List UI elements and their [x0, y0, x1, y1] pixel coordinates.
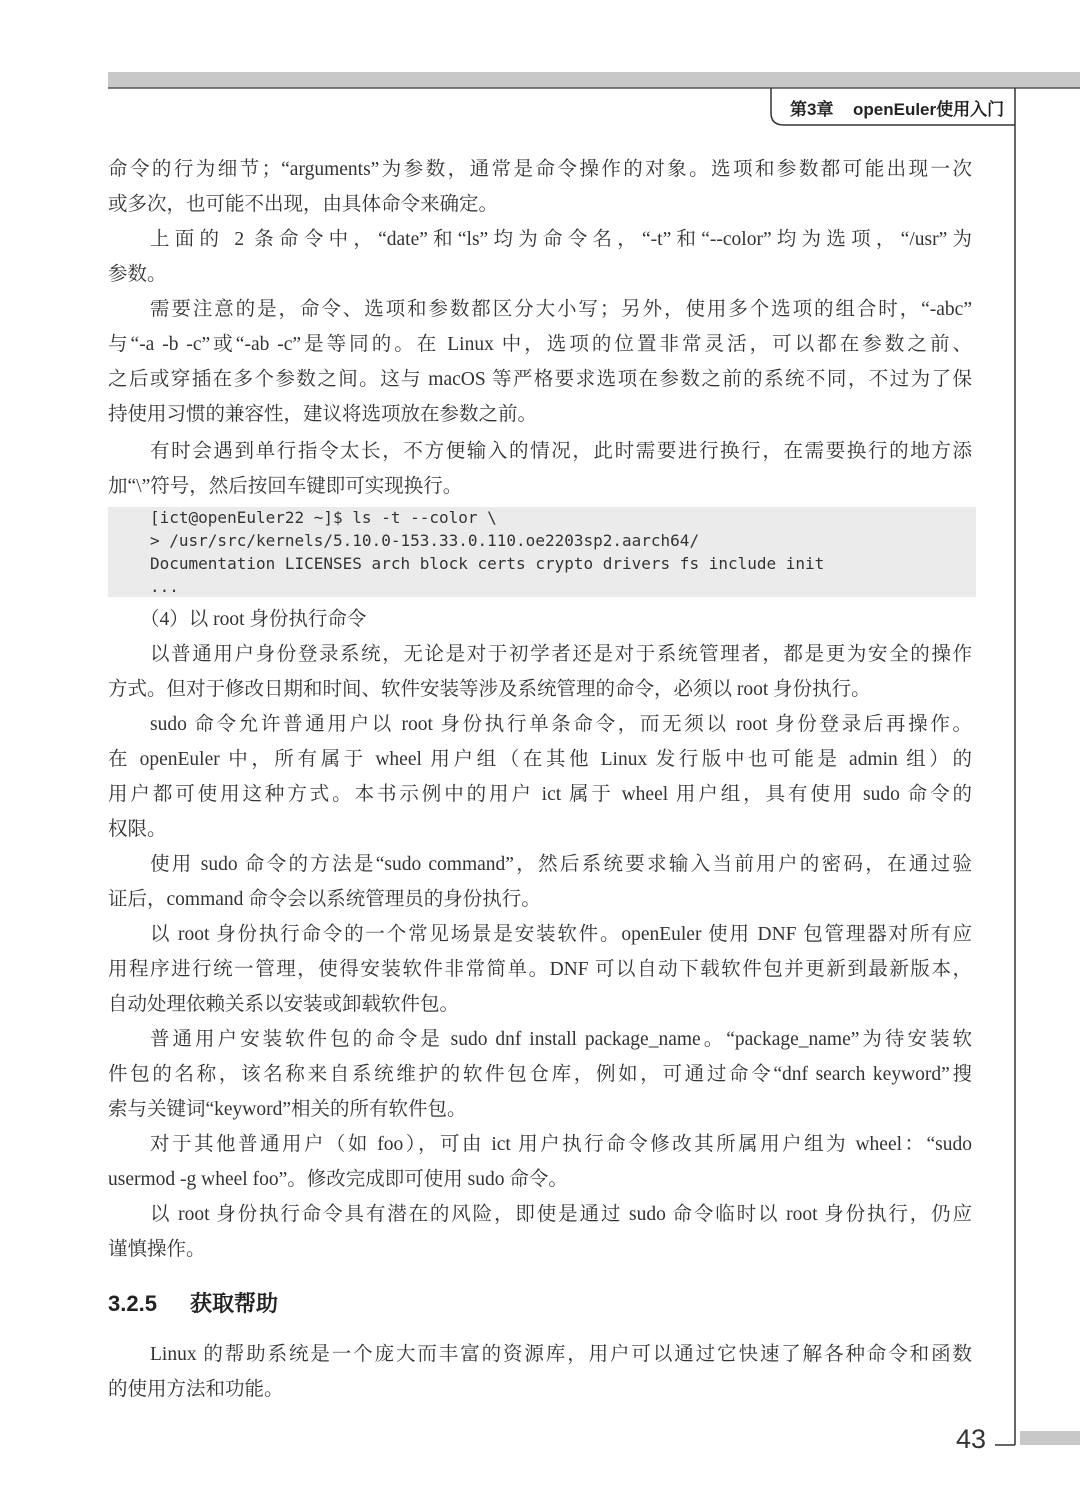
text-line: 件包的名称，该名称来自系统维护的软件包仓库，例如，可通过命令“dnf search keyword”搜: [108, 1064, 972, 1085]
text-line: 加“\”符号，然后按回车键即可实现换行。: [108, 476, 463, 497]
text-line: 谨慎操作。: [108, 1239, 206, 1260]
code-line: ...: [150, 577, 179, 596]
code-line: [ict@openEuler22 ~]$ ls -t --color \: [150, 508, 497, 527]
text-line: sudo 命令允许普通用户以 root 身份执行单条命令，而无须以 root 身份登录后再操作。: [150, 714, 972, 735]
text-line: 上面的 2 条命令中，“date”和“ls”均为命令名，“-t”和“--color”均为选项，“/usr”为: [150, 229, 972, 250]
text-line: 权限。: [108, 819, 167, 840]
text-line: 方式。但对于修改日期和时间、软件安装等涉及系统管理的命令，必须以 root 身份执行。: [108, 679, 871, 700]
text-line: 用户都可使用这种方式。本书示例中的用户 ict 属于 wheel 用户组，具有使用 sudo 命令的: [108, 784, 972, 805]
section-title: 获取帮助: [190, 1291, 279, 1316]
text-line: 普通用户安装软件包的命令是 sudo dnf install package_name。“package_name”为待安装软: [150, 1029, 972, 1050]
text-line: 以 root 身份执行命令的一个常见场景是安装软件。openEuler 使用 DNF 包管理器对所有应: [150, 924, 972, 945]
code-line: Documentation LICENSES arch block certs crypto drivers fs include init: [150, 554, 825, 573]
text-line: 需要注意的是，命令、选项和参数都区分大小写；另外，使用多个选项的组合时，“-abc”: [150, 299, 972, 320]
text-line: 与“-a -b -c”或“-ab -c”是等同的。在 Linux 中，选项的位置非常灵活，可以都在参数之前、: [108, 334, 972, 355]
text-line: 参数。: [108, 264, 167, 285]
top-gray-bar: [108, 72, 1080, 88]
bottom-gray-bar: [1020, 1431, 1080, 1445]
text-line: 在 openEuler 中，所有属于 wheel 用户组（在其他 Linux 发行版中也可能是 admin 组）的: [108, 749, 972, 770]
text-line: 或多次，也可能不出现，由具体命令来确定。: [108, 194, 499, 215]
text-line: 使用 sudo 命令的方法是“sudo command”，然后系统要求输入当前用户的密码，在通过验: [150, 854, 972, 875]
text-line: 有时会遇到单行指令太长，不方便输入的情况，此时需要进行换行，在需要换行的地方添: [150, 441, 972, 462]
section-number: 3.2.5: [108, 1291, 157, 1316]
text-line: 以普通用户身份登录系统，无论是对于初学者还是对于系统管理者，都是更为安全的操作: [150, 644, 972, 665]
text-line: 的使用方法和功能。: [108, 1379, 284, 1400]
page-number: 43: [956, 1424, 987, 1454]
text-line: 对于其他普通用户（如 foo），可由 ict 用户执行命令修改其所属用户组为 wheel：“sudo: [150, 1134, 972, 1155]
text-line: 之后或穿插在多个参数之间。这与 macOS 等严格要求选项在参数之前的系统不同，不过为了保: [108, 369, 972, 390]
text-line: 证后，command 命令会以系统管理员的身份执行。: [108, 889, 541, 910]
text-line: Linux 的帮助系统是一个庞大而丰富的资源库，用户可以通过它快速了解各种命令和函数: [150, 1344, 972, 1365]
text-line: 索与关键词“keyword”相关的所有软件包。: [108, 1099, 467, 1120]
text-line: usermod -g wheel foo”。修改完成即可使用 sudo 命令。: [108, 1169, 568, 1190]
text-line: 持使用习惯的兼容性，建议将选项放在参数之前。: [108, 404, 538, 425]
text-line: 用程序进行统一管理，使得安装软件非常简单。DNF 可以自动下载软件包并更新到最新版本，: [108, 959, 972, 980]
text-line: 命令的行为细节；“arguments”为参数，通常是命令操作的对象。选项和参数都可能出现一次: [108, 159, 972, 180]
code-line: > /usr/src/kernels/5.10.0-153.33.0.110.oe2203sp2.aarch64/: [150, 531, 700, 550]
text-line: 以 root 身份执行命令具有潜在的风险，即使是通过 sudo 命令临时以 root 身份执行，仍应: [150, 1204, 972, 1225]
chapter-title: openEuler使用入门: [853, 100, 1005, 119]
chapter-label: 第3章: [790, 100, 834, 119]
text-line: 自动处理依赖关系以安装或卸载软件包。: [108, 994, 460, 1015]
subsection-heading: （4）以 root 身份执行命令: [140, 609, 367, 630]
